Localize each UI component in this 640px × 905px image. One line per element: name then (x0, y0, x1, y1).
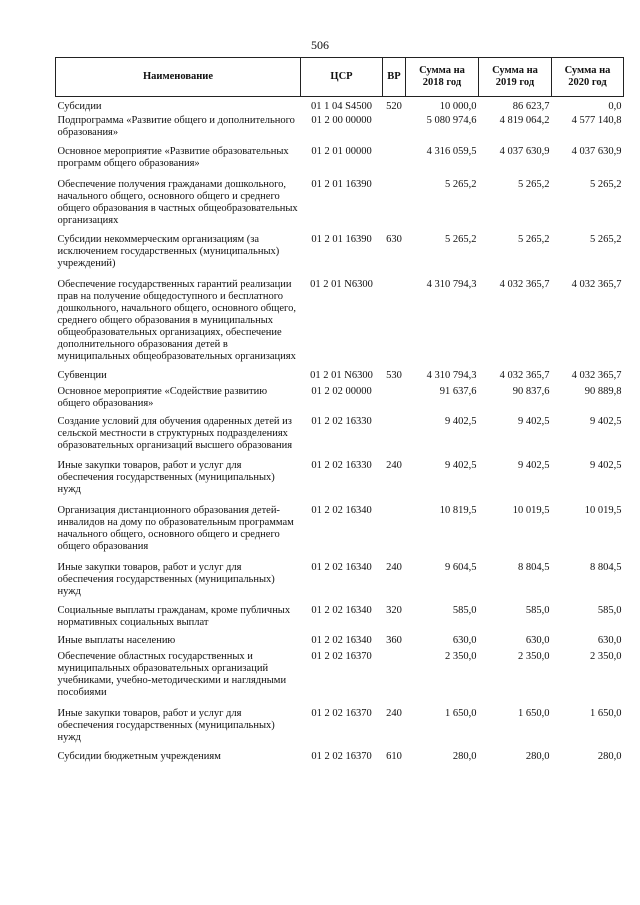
cell-vr: 240 (386, 562, 402, 573)
cell-y2020: 4 037 630,9 (571, 146, 622, 157)
cell-csr: 01 2 02 16330 (311, 416, 372, 427)
cell-name: Подпрограмма «Развитие общего и дополнительного образования» (57, 115, 295, 138)
cell-name: Основное мероприятие «Содействие развитию общего образования» (57, 386, 268, 409)
cell-vr (383, 498, 406, 555)
cell-csr: 01 2 02 16340 (311, 505, 372, 516)
cell-csr: 01 2 02 00000 (311, 386, 372, 397)
table-row (56, 600, 624, 631)
cell-y2018: 5 265,2 (445, 179, 477, 190)
cell-y2020: 10 019,5 (584, 505, 622, 516)
cell-y2020: 2 350,0 (590, 651, 622, 662)
cell-y2018: 2 350,0 (445, 651, 477, 662)
table-row (56, 454, 624, 498)
table-row (56, 141, 624, 173)
cell-y2019: 5 265,2 (518, 179, 550, 190)
cell-y2018: 9 402,5 (445, 416, 477, 427)
cell-name: Обеспечение государственных гарантий реализации прав на получение общедоступного и бесплатного дошкольного, начального общего, основного общего, среднего общего образования в муниципальных общеобразовательных организациях, обеспечение дополнительного образования детей в муниципальных общеобразовательных организациях (57, 279, 296, 362)
cell-y2019: 1 650,0 (518, 708, 550, 719)
cell-vr (383, 272, 406, 365)
cell-y2019: 585,0 (525, 605, 550, 616)
cell-y2020: 9 402,5 (590, 460, 622, 471)
cell-y2018: 9 604,5 (445, 562, 477, 573)
cell-y2020: 4 032 365,7 (571, 370, 622, 381)
cell-name: Организация дистанционного образования детей-инвалидов на дому по образовательным программам начального общего, основного общего и среднего общего образования (57, 505, 294, 552)
cell-csr: 01 2 02 16340 (311, 562, 372, 573)
table-row (56, 410, 624, 454)
cell-y2019: 90 837,6 (512, 386, 550, 397)
header-vr: ВР (383, 58, 406, 97)
cell-name: Обеспечение областных государственных и муниципальных образовательных организаций учебниками, учебно-методическими и наглядными пособиями (57, 651, 287, 698)
cell-y2019: 10 019,5 (512, 505, 550, 516)
table-row (56, 631, 624, 647)
cell-y2018: 585,0 (452, 605, 477, 616)
cell-vr (383, 382, 406, 410)
cell-y2019: 5 265,2 (518, 234, 550, 245)
cell-csr: 01 2 00 00000 (311, 115, 372, 126)
cell-y2020: 4 032 365,7 (571, 279, 622, 290)
cell-y2019: 2 350,0 (518, 651, 550, 662)
cell-y2019: 8 804,5 (518, 562, 550, 573)
cell-csr: 01 1 04 S4500 (311, 101, 372, 112)
header-name: Наименование (56, 58, 301, 97)
table-row (56, 272, 624, 365)
cell-vr: 630 (386, 234, 402, 245)
cell-y2020: 630,0 (597, 635, 622, 646)
cell-vr (383, 113, 406, 141)
cell-vr: 610 (386, 751, 402, 762)
budget-table (55, 57, 624, 763)
cell-name: Субвенции (57, 370, 107, 381)
cell-vr: 520 (386, 101, 402, 112)
cell-csr: 01 2 02 16370 (311, 751, 372, 762)
table-row (56, 382, 624, 410)
cell-y2019: 4 032 365,7 (499, 370, 550, 381)
table-row (56, 97, 624, 114)
cell-csr: 01 2 01 N6300 (310, 279, 373, 290)
cell-y2018: 4 310 794,3 (426, 370, 477, 381)
cell-y2020: 0,0 (608, 101, 622, 112)
table-row (56, 498, 624, 555)
header-sum-2018: Сумма на 2018 год (406, 58, 479, 97)
cell-name: Социальные выплаты гражданам, кроме публичных нормативных социальных выплат (57, 605, 291, 628)
cell-vr: 320 (386, 605, 402, 616)
cell-name: Иные закупки товаров, работ и услуг для обеспечения государственных (муниципальных) нужд (57, 708, 275, 743)
page-number: 506 (311, 38, 329, 52)
cell-name: Обеспечение получения гражданами дошкольного, начального общего, основного общего и среднего общего образования в частных общеобразовательных организациях (57, 179, 298, 226)
cell-y2020: 90 889,8 (584, 386, 622, 397)
cell-csr: 01 2 02 16370 (311, 651, 372, 662)
table-row (56, 113, 624, 141)
cell-csr: 01 2 01 N6300 (310, 370, 373, 381)
cell-y2020: 585,0 (597, 605, 622, 616)
cell-csr: 01 2 01 00000 (311, 146, 372, 157)
cell-y2019: 4 037 630,9 (499, 146, 550, 157)
header-sum-2020: Сумма на 2020 год (552, 58, 624, 97)
cell-y2018: 5 265,2 (445, 234, 477, 245)
cell-y2020: 5 265,2 (590, 179, 622, 190)
cell-csr: 01 2 02 16340 (311, 605, 372, 616)
cell-name: Основное мероприятие «Развитие образовательных программ общего образования» (57, 146, 289, 169)
cell-y2019: 4 819 064,2 (499, 115, 550, 126)
cell-y2020: 4 577 140,8 (571, 115, 622, 126)
cell-y2019: 280,0 (525, 751, 550, 762)
cell-name: Создание условий для обучения одаренных детей из сельской местности в структурных подразделениях образовательных организаций высшего образования (57, 416, 293, 451)
cell-vr: 530 (386, 370, 402, 381)
table-row (56, 746, 624, 763)
cell-name: Субсидии (57, 101, 102, 112)
table-header-row (56, 58, 624, 97)
table-row (56, 173, 624, 227)
cell-y2018: 1 650,0 (445, 708, 477, 719)
cell-y2018: 91 637,6 (439, 386, 477, 397)
cell-y2018: 9 402,5 (445, 460, 477, 471)
cell-y2018: 630,0 (452, 635, 477, 646)
cell-vr (383, 141, 406, 173)
cell-y2019: 4 032 365,7 (499, 279, 550, 290)
cell-y2018: 10 819,5 (439, 505, 477, 516)
cell-vr: 360 (386, 635, 402, 646)
cell-y2020: 1 650,0 (590, 708, 622, 719)
cell-y2020: 9 402,5 (590, 416, 622, 427)
cell-vr: 240 (386, 708, 402, 719)
cell-y2018: 4 310 794,3 (426, 279, 477, 290)
cell-y2018: 4 316 059,5 (426, 146, 477, 157)
table-row (56, 365, 624, 382)
cell-csr: 01 2 01 16390 (311, 179, 372, 190)
cell-csr: 01 2 02 16370 (311, 708, 372, 719)
cell-vr (383, 410, 406, 454)
cell-y2020: 5 265,2 (590, 234, 622, 245)
cell-name: Иные закупки товаров, работ и услуг для обеспечения государственных (муниципальных) нужд (57, 460, 275, 495)
header-csr: ЦСР (301, 58, 383, 97)
cell-name: Иные закупки товаров, работ и услуг для обеспечения государственных (муниципальных) нужд (57, 562, 275, 597)
cell-vr: 240 (386, 460, 402, 471)
cell-y2019: 9 402,5 (518, 460, 550, 471)
table-row (56, 227, 624, 272)
cell-csr: 01 2 02 16330 (311, 460, 372, 471)
cell-y2018: 5 080 974,6 (426, 115, 477, 126)
table-row (56, 701, 624, 746)
header-sum-2019: Сумма на 2019 год (479, 58, 552, 97)
cell-y2019: 86 623,7 (512, 101, 550, 112)
cell-y2020: 8 804,5 (590, 562, 622, 573)
cell-name: Субсидии бюджетным учреждениям (57, 751, 221, 762)
cell-y2019: 9 402,5 (518, 416, 550, 427)
cell-y2018: 10 000,0 (439, 101, 477, 112)
cell-vr (383, 173, 406, 227)
cell-name: Субсидии некоммерческим организациям (за исключением государственных (муниципальных) учреждений) (57, 234, 280, 269)
cell-vr (383, 647, 406, 701)
table-row (56, 555, 624, 600)
cell-csr: 01 2 01 16390 (311, 234, 372, 245)
table-row (56, 647, 624, 701)
cell-y2019: 630,0 (525, 635, 550, 646)
cell-csr: 01 2 02 16340 (311, 635, 372, 646)
cell-y2020: 280,0 (597, 751, 622, 762)
cell-y2018: 280,0 (452, 751, 477, 762)
cell-name: Иные выплаты населению (57, 635, 176, 646)
